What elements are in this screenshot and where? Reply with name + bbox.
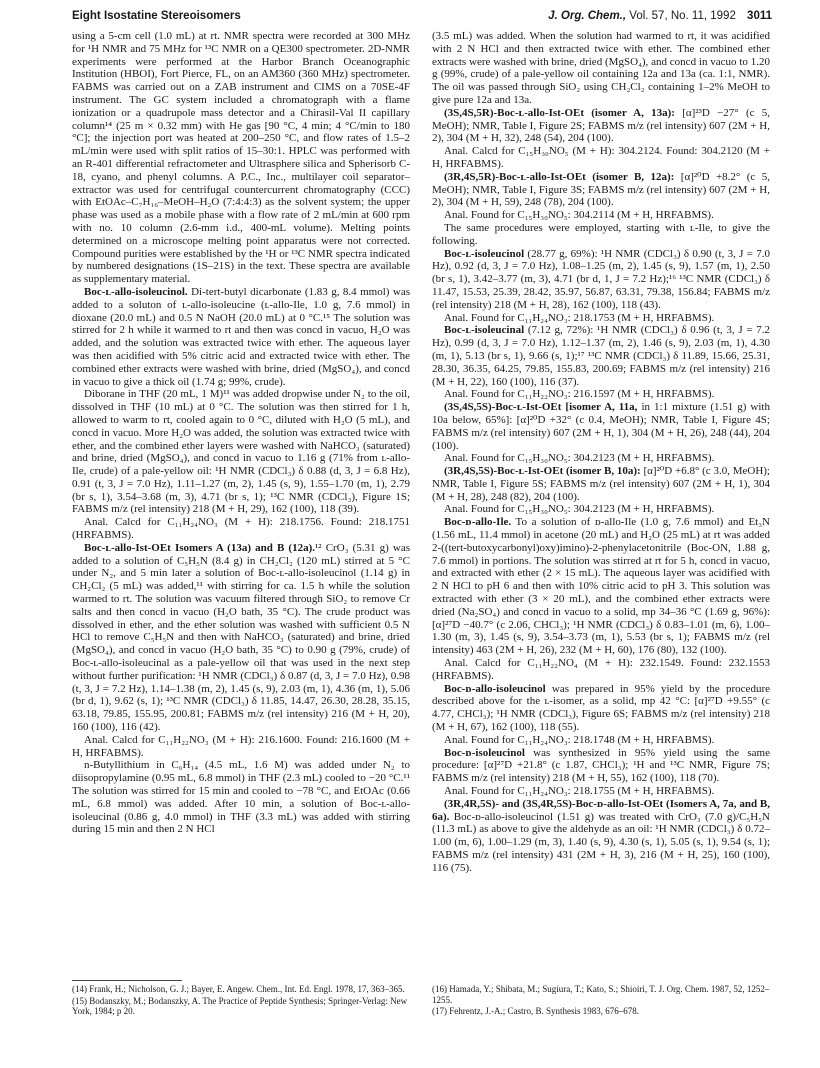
paragraph [432, 401, 770, 452]
paragraph-lead: Boc-ʟ-allo-Ist-OEt Isomers A (13a) and B (12a). [84, 541, 315, 554]
paragraph [432, 452, 770, 465]
paragraph [432, 171, 770, 209]
paragraph-text: Boc-ᴅ-allo-isoleucinol (1.51 g) was treated with CrO₃ (7.0 g)/C₅H₅N (11.3 mL) as above to give the aldehyde as an oil: ¹H NMR (CDCl₃) δ 0.72–1.00 (m, 6), 1.00–1.29 (m, 3), 1.40 (s, 9), 4.30 (s, 1), 5.05 (s, 1), 9.54 (s, 1); FABMS m/z (rel intensity) 431 (2M + H, 3), 216 (M + H, 25), 160 (100), 116 (75). [432, 810, 770, 874]
paragraph-lead: (3R,4S,5R)-Boc-ʟ-allo-Ist-OEt (isomer B, 12a): [444, 170, 675, 183]
paragraph-text: using a 5-cm cell (1.0 mL) at rt. NMR spectra were recorded at 300 MHz for ¹H NMR and 75 MHz for ¹³C NMR on a QE300 spectrometer. 2D-NMR experiments were performed at the Harbor Branch Oceanographic Institution (HBOI), Fort Pierce, FL, on an AM360 (360 MHz) spectrometer. FABMS was carried out on a ZAB instrument and CIMS on a 70SE-4F instrument. The GC system included a chromatograph with a flame ionization or a quadrupole mass detector and a Chirasil-Val II capillary column¹⁴ (25 m × 0.32 mm) with He gas [90 °C, 4 min; 4 °C/min to 180 °C]; the injection port was heated at 200–250 °C, and flow rates of 1.5–2 mL/min were used with split ratios of 15–30:1. HPLC was performed with an R-401 differential refractometer and Ultrasphere silica and Spherisorb C-18, cyano, and phenyl columns. A P.C., Inc., multilayer coil separator–extractor was used for centrifugal countercurrent chromatography (CCC) with EtOAc–C₇H₁₆–MeOH–H₂O (7:4:4:3) as the solvent system; the upper phase was used as a mobile phase with a flow rate of 2 mL/min at 600 rpm with no. 10 column (2.6-mm i.d., 400-mL volume). Melting points determined on a microscope melting point apparatus were not corrected. Compound purities were established by the ¹H or ¹³C NMR spectra indicated by numbered designations (1S–21S) in the text. These spectra are available as supplementary material. [72, 30, 410, 286]
paragraph-lead: Boc-ʟ-isoleucinol [444, 247, 525, 260]
paragraph-text: Anal. Found for C₁₅H₃₀NO₅: 304.2123 (M + H, HRFABMS). [444, 503, 715, 516]
paragraph-text: [α]²⁰D +6.8° (c 3.0, MeOH); NMR, Table I, Figure 5S; FABMS m/z (rel intensity) 607 (2M + H, 1), 304 (M + H, 28), 248 (82), 204 (100). [432, 465, 770, 503]
paragraph [432, 324, 770, 388]
paragraph-text: was synthesized in 95% yield using the same procedure: [α]²⁷D +21.8° (c 1.87, CHCl₃); ¹H and ¹³C NMR, Figure 7S; FABMS m/z (rel intensity) 218 (M + H, 55), 162 (100), 118 (70). [432, 746, 770, 785]
paragraph [432, 312, 770, 325]
paragraph [432, 798, 770, 875]
paragraph-text: Anal. Calcd for C₁₅H₃₀NO₅ (M + H): 304.2124. Found: 304.2120 (M + H, HRFABMS). [432, 145, 770, 170]
paragraph-lead: Boc-ᴅ-allo-isoleucinol [444, 682, 546, 695]
paragraph [432, 209, 770, 222]
paragraph-text: was prepared in 95% yield by the procedure described above for the ʟ-isomer, as a solid, mp 42 °C: [α]²⁷D +9.55° (c 4.77, CHCl₃); ¹H NMR (CDCl₃), Figure 6S; FABMS m/z (rel intensity) 218 (M + H, 67), 162 (100), 118 (55). [432, 682, 770, 734]
paragraph [432, 657, 770, 683]
journal-citation [548, 10, 772, 22]
paragraph [72, 542, 410, 734]
paragraph-text: Anal. Found for C₁₁H₂₄NO₃: 218.1748 (M + H, HRFABMS). [444, 733, 715, 746]
paragraph-text: To a solution of ᴅ-allo-Ile (1.0 g, 7.6 mmol) and Et₃N (1.56 mL, 11.4 mmol) in acetone (20 mL) and H₂O (25 mL) at rt was added 2-((tert-butoxycarbonyl)oxy)imino)-2-phenylacetonitrile (Boc-ON, 1.88 g, 7.6 mmol) in portions. The solution was stirred at rt for 5 h, concd in vacuo, and extracted with ether (2 × 15 mL). The aqueous layer was acidified with 2 N HCl to pH 6 and then with 10% citric acid to pH 3. This solution was extracted with ether (3 × 20 mL), and the combined ether extracts were dried (Na₂SO₄) and concd in vacuo to a solid, mp 34–36 °C (1.69 g, 96%): [α]²⁷D −40.7° (c 2.06, CHCl₃); ¹H NMR (CDCl₃) δ 0.83–1.01 (m, 6), 1.00–1.30 (m, 3), 1.45 (s, 9), 3.54–3.73 (m, 1), 5.53 (br s, 1); FABMS m/z (rel intensity) 463 (2M + H, 26), 232 (M + H, 60), 176 (80), 132 (100). [432, 516, 770, 657]
paragraph-text: (28.77 g, 69%): ¹H NMR (CDCl₃) δ 0.90 (t, 3, J = 7.0 Hz), 0.92 (d, 3, J = 7.0 Hz), 1.08–1.25 (m, 2), 1.45 (s, 9), 1.57 (m, 1), 2.50 (br s, 1), 3.42–3.77 (m, 3), 4.71 (br d, 1, J = 7.2 Hz);¹⁶ ¹³C NMR (CDCl₃) δ 11.47, 15.53, 25.39, 28.42, 35.97, 56.87, 63.31, 79.38, 156.84; FABMS m/z (rel intensity) 218 (M + H, 28), 162 (100), 118 (43). [432, 247, 770, 311]
paragraph [72, 286, 410, 388]
paragraph-text: Anal. Found for C₁₁H₂₄NO₃: 218.1753 (M + H, HRFABMS). [444, 311, 715, 324]
paragraph-text: Anal. Found for C₁₅H₃₀NO₅: 304.2114 (M + H, HRFABMS). [444, 209, 714, 222]
paragraph-text: ¹² CrO₃ (5.31 g) was added to a solution of C₅H₅N (8.4 g) in CH₂Cl₂ (120 mL) stirred at 5 °C under N₂, and 5 min later a solution of Boc-ʟ-allo-isoleucinol (1.14 g) in CH₂Cl₂ (5 mL) was added,¹¹ with stirring for ca. 1.5 h while the solution warmed to rt. The solution was vacuum filtered through SiO₂ to remove Cr salts and then concd in vacuo (H₂O bath, 35 °C). The crude product was dissolved in ether, and the ether solution was washed with sufficient 0.5 N HCl to remove C₅H₅N and then with NaHCO₃ (saturated) and brine, dried (MgSO₄), and concd in vacuo (H₂O bath, 35 °C) to 0.90 g (79%, crude) of Boc-ʟ-allo-isoleucinal as a pale-yellow oil that was used in the next step without further purification: ¹H NMR (CDCl₃) δ 0.87 (d, 3, J = 7.0 Hz), 0.98 (t, 3, J = 7.2 Hz), 1.14–1.38 (m, 2), 1.45 (s, 9), 2.03 (m, 1), 4.36 (m, 1), 5.06 (br d, 1), 9.62 (s, 1); ¹³C NMR (CDCl₃) δ 11.85, 14.47, 26.30, 28.28, 35.15, 63.18, 79.85, 155.95, 200.81; FABMS m/z (rel intensity) 216 (M + H, 20), 160 (100), 116 (42). [72, 541, 410, 734]
paragraph [72, 388, 410, 516]
paragraph [432, 107, 770, 145]
paragraph-lead: Boc-ᴅ-allo-Ile. [444, 516, 512, 529]
paragraph [432, 747, 770, 785]
right-column [432, 30, 770, 875]
paragraph-text: The same procedures were employed, starting with ʟ-Ile, to give the following. [432, 221, 770, 247]
footnotes-right [432, 984, 770, 1018]
paragraph-text: Anal. Calcd for C₁₁H₂₄NO₃ (M + H): 218.1756. Found: 218.1751 (HRFABMS). [72, 516, 410, 542]
paragraph [432, 683, 770, 734]
running-title: Eight Isostatine Stereoisomers [72, 10, 241, 22]
paragraph [72, 30, 410, 286]
paragraph [432, 222, 770, 248]
paragraph-text: [α]²³D −27° (c 5, MeOH); NMR, Table I, Figure 2S; FABMS m/z (rel intensity) 607 (2M + H, 2), 304 (M + H, 32), 248 (54), 204 (100). [432, 106, 771, 145]
paragraph [72, 759, 410, 836]
paragraph [432, 734, 770, 747]
paragraph-text: Diborane in THF (20 mL, 1 M)¹¹ was added dropwise under N₂ to the oil, dissolved in THF (10 mL) at 0 °C. The solution was then stirred for 1 h, allowed to warm to rt, cooled again to 0 °C, diluted with H₂O (5 mL), and concd in vacuo. More H₂O was added, the solution was extracted twice with ether, and the combined ether layers were washed with NaHCO₃ (saturated) and brine, dried (MgSO₄), and concd in vacuo to 1.16 g (71% from ʟ-allo-Ile, crude) of a pale-yellow oil: ¹H NMR (CDCl₃) δ 0.88 (d, 3, J = 6.8 Hz), 0.91 (t, 3, J = 7.0 Hz), 1.11–1.27 (m, 2), 1.45 (s, 9), 1.55–1.70 (m, 1), 2.79 (br s, 1), 3.54–3.68 (m, 3), 4.71 (br s, 1); ¹³C NMR (CDCl₃), Figure 1S; FABMS m/z (rel intensity) 218 (M + H, 29), 162 (100), 118 (39). [72, 388, 410, 516]
paragraph-text: Anal. Calcd for C₁₁H₂₂NO₄ (M + H): 232.1549. Found: 232.1553 (HRFABMS). [432, 657, 770, 682]
journal-volume: Vol. 57, No. 11, 1992 [629, 10, 736, 22]
paragraph [432, 388, 770, 401]
paragraph-text: in 1:1 mixture (1.51 g) with 10a below, 65%]: [α]²⁰D +32° (c 0.4, MeOH); NMR, Table I, Figure 4S; FABMS m/z (rel intensity) 607 (2M + H, 1), 304 (M + H, 26), 248 (44), 204 (100). [432, 401, 770, 452]
paragraph-text: Anal. Found for C₁₅H₃₀NO₅: 304.2123 (M + H, HRFABMS). [444, 452, 715, 465]
paragraph-lead: Boc-ʟ-isoleucinal [444, 324, 525, 337]
paragraph-lead: Boc-ᴅ-isoleucinol [444, 746, 525, 759]
paragraph-text: [α]²⁰D +8.2° (c 5, MeOH); NMR, Table I, Figure 3S; FABMS m/z (rel intensity) 607 (2M + H, 2), 304 (M + H, 59), 248 (78), 204 (100). [432, 170, 771, 209]
paragraph [432, 30, 770, 107]
footnotes-left [72, 984, 410, 1018]
journal-name: J. Org. Chem., [548, 10, 627, 22]
paragraph-lead: (3S,4S,5R)-Boc-ʟ-allo-Ist-OEt (isomer A, 13a): [444, 106, 675, 119]
paragraph-text: Anal. Calcd for C₁₁H₂₂NO₃ (M + H): 216.1600. Found: 216.1600 (M + H, HRFABMS). [72, 733, 410, 759]
paragraph-text: Di-tert-butyl dicarbonate (1.83 g, 8.4 mmol) was added to a soluton of ʟ-allo-isoleucine (ʟ-allo-Ile, 1.0 g, 7.6 mmol) in dioxane (20.0 mL) and 0.5 N NaOH (20.0 mL) at 0 °C.¹⁵ The solution was stirred for 2 h while it warmed to rt and then was concd in vacuo, H₂O was added, and the solution was extracted twice with ether. The aqueous layer was then acidified with 5% citric acid and extracted twice with ether. The combined ether extracts were washed with brine, dried (MgSO₄), and concd in vacuo to give a thick oil (1.74 g; 99%, crude). [72, 285, 410, 388]
paragraph-lead: (3R,4R,5S)- and (3S,4R,5S)-Boc-ᴅ-allo-Ist-OEt (Isomers A, 7a, and B, 6a). [432, 797, 770, 823]
paragraph-text: Anal. Found for C₁₁H₂₂NO₃: 216.1597 (M + H, HRFABMS). [444, 388, 715, 401]
paragraph [432, 516, 770, 657]
paragraph-lead: (3S,4S,5S)-Boc-ʟ-Ist-OEt [isomer A, 11a, [444, 401, 638, 414]
running-header [72, 10, 772, 28]
footnote: (15) Bodanszky, M.; Bodanszky, A. The Practice of Peptide Synthesis; Springer-Verlag: New York, 1984; p 20. [72, 995, 408, 1016]
paragraph-text: (7.12 g, 72%): ¹H NMR (CDCl₃) δ 0.96 (t, 3, J = 7.2 Hz), 0.99 (d, 3, J = 7.0 Hz), 1.12–1.37 (m, 2), 1.46 (s, 9), 2.03 (m, 1), 4.30 (m, 1), 5.13 (br s, 1), 9.66 (s, 1);¹⁷ ¹³C NMR (CDCl₃) δ 11.89, 15.66, 25.31, 28.30, 36.35, 64.25, 79.85, 155.83, 200.69; FABMS m/z (rel intensity) 216 (M + H, 22), 160 (100), 116 (37). [432, 324, 770, 388]
paragraph [432, 248, 770, 312]
paragraph-lead: Boc-ʟ-allo-isoleucinol. [84, 285, 188, 298]
page-number: 3011 [747, 10, 772, 22]
paragraph [72, 516, 410, 542]
paragraph [432, 785, 770, 798]
footnote: (17) Fehrentz, J.-A.; Castro, B. Synthesis 1983, 676–678. [432, 1006, 639, 1016]
paragraph [432, 145, 770, 171]
left-column [72, 30, 410, 836]
paragraph-text: Anal. Found for C₁₁H₂₄NO₃: 218.1755 (M + H, HRFABMS). [444, 785, 715, 798]
footnote: (14) Frank, H.; Nicholson, G. J.; Bayer, E. Angew. Chem., Int. Ed. Engl. 1978, 17, 363–365. [72, 984, 405, 994]
footnote: (16) Hamada, Y.; Shibata, M.; Sugiura, T.; Kato, S.; Shioiri, T. J. Org. Chem. 1987, 52, 1252–1255. [432, 984, 770, 1005]
paragraph [432, 503, 770, 516]
footnote-rule [72, 980, 182, 981]
paragraph [72, 734, 410, 760]
paragraph-text: n-Butyllithium in C₆H₁₄ (4.5 mL, 1.6 M) was added under N₂ to diisopropylamine (0.95 mL, 6.8 mmol) in THF (2.3 mL) cooled to −20 °C.¹¹ The solution was stirred for 15 min and cooled to −78 °C, and EtOAc (0.66 mL, 6.8 mmol) was added. After 10 min, a solution of Boc-ʟ-allo-isoleucinal (0.86 g, 4.0 mmol) in THF (3.3 mL) was added with stirring during 15 min and then 2 N HCl [72, 759, 410, 836]
paragraph [432, 465, 770, 503]
paragraph-text: (3.5 mL) was added. When the solution had warmed to rt, it was acidified with 2 N HCl and then extracted twice with ether. The combined ether extracts were washed with brine, dried (MgSO₄), and concd in vacuo to 1.20 g (99%, crude) of a pale-yellow oil containing 12a and 13a (ca. 1:1, NMR). The oil was passed through SiO₂ using CH₂Cl₂ containing 1–2% MeOH to give pure 12a and 13a. [432, 30, 770, 106]
paragraph-lead: (3R,4S,5S)-Boc-ʟ-Ist-OEt (isomer B, 10a): [444, 465, 641, 478]
